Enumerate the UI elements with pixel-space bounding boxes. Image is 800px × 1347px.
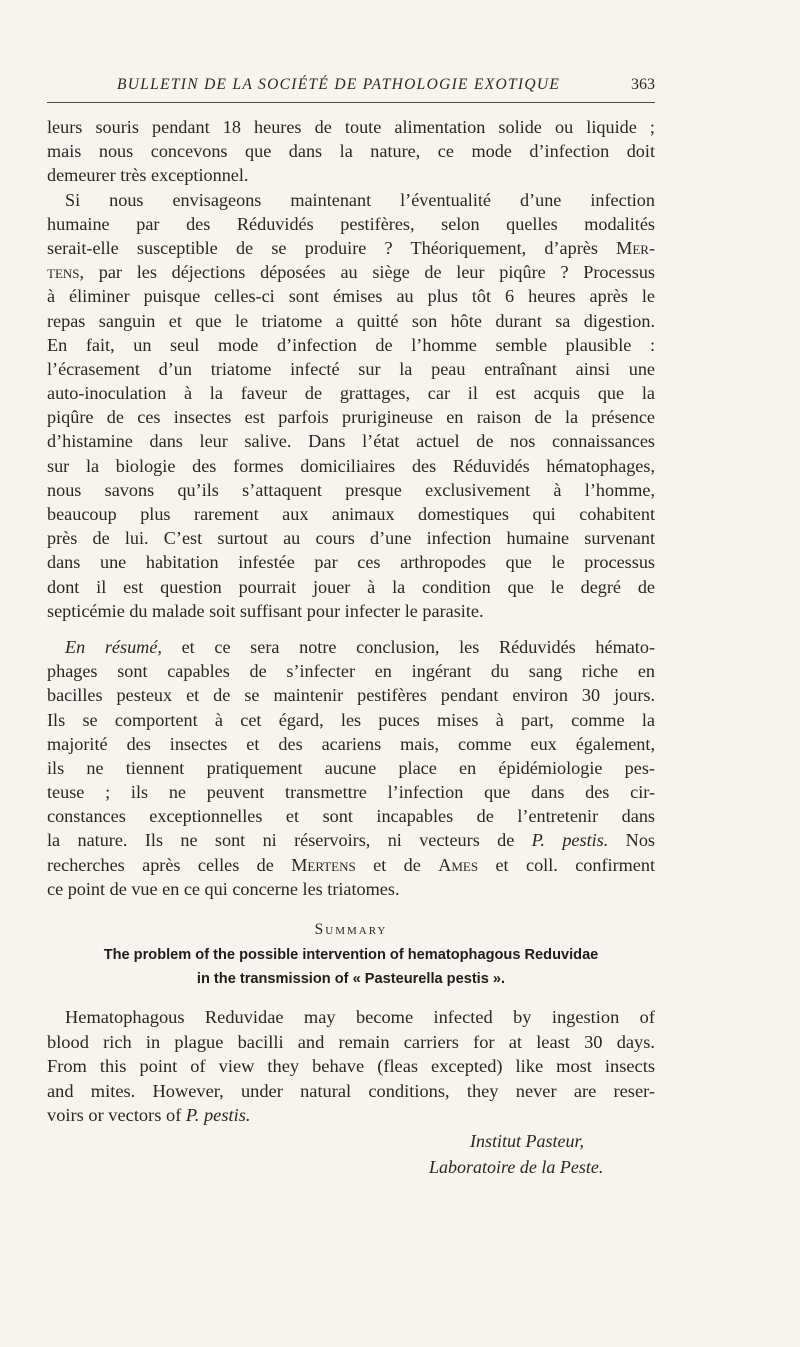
text-line: près de lui. C’est surtout au cours d’une infection humaine survenant — [47, 528, 655, 549]
text-line: teuse ; ils ne peuvent transmettre l’infection que dans des cir- — [47, 782, 655, 803]
summary-line: and mites. However, under natural conditions, they never are reser- — [47, 1080, 655, 1101]
paragraph-gap — [47, 623, 655, 635]
text-segment: serait-elle susceptible de se produire ? Théoriquement, d’après — [47, 237, 598, 258]
text-line: à éliminer puisque celles-ci sont émises au plus tôt 6 heures après le — [47, 286, 655, 307]
text-line: constances exceptionnelles et sont incapables de l’entretenir dans — [47, 806, 655, 827]
text-segment: Nos — [608, 830, 655, 851]
text-line — [47, 853, 655, 877]
institution-name: Institut Pasteur, — [470, 1130, 585, 1151]
text-segment: et ce sera notre conclusion, les Réduvidés hémato- — [161, 636, 655, 657]
text-line: sur la biologie des formes domiciliaires des Réduvidés hématophages, — [47, 455, 655, 476]
running-header — [47, 74, 655, 103]
text-line — [47, 260, 655, 284]
journal-title: BULLETIN DE LA SOCIÉTÉ DE PATHOLOGIE EXOTIQUE — [117, 76, 561, 93]
text-line — [47, 635, 655, 659]
paragraph-2 — [47, 188, 655, 623]
text-line: En fait, un seul mode d’infection de l’homme semble plausible : — [47, 334, 655, 355]
text-line: l’écrasement d’un triatome infecté sur la peau entraînant ainsi une — [47, 358, 655, 379]
species-name: P. pestis. — [531, 830, 609, 851]
text-line: nous savons qu’ils s’attaquent presque exclusivement à l’homme, — [47, 479, 655, 500]
text-line: leurs souris pendant 18 heures de toute alimentation solide ou liquide ; — [47, 117, 655, 137]
summary-gap — [47, 991, 655, 1005]
text-line: beaucoup plus rarement aux animaux domestiques qui cohabitent — [47, 504, 655, 524]
text-line: majorité des insectes et des acariens mais, comme eux également, — [47, 733, 655, 754]
text-line: septicémie du malade soit suffisant pour infecter le parasite. — [47, 600, 484, 621]
text-segment: recherches après celles de — [47, 854, 292, 875]
text-line: d’histamine dans leur salive. Dans l’état actuel de nos connaissances — [47, 431, 655, 452]
article-body — [47, 115, 655, 1180]
species-name: P. pestis. — [185, 1105, 251, 1125]
author-name-mertens-cont: tens — [47, 262, 80, 283]
text-line: Ils se comportent à cet égard, les puces mises à part, comme la — [47, 709, 655, 730]
text-line: demeurer très exceptionnel. — [47, 165, 249, 186]
text-line: ce point de vue en ce qui concerne les triatomes. — [47, 878, 400, 899]
text-line: bacilles pesteux et de se maintenir pestifères pendant environ 30 jours. — [47, 685, 655, 706]
summary-section — [47, 917, 655, 1128]
text-line: humaine par des Réduvidés pestifères, selon quelles modalités — [47, 213, 655, 234]
author-name-mertens: Mertens — [291, 854, 356, 875]
text-segment: , par les déjections déposées au siège de leur piqûre ? Processus — [79, 262, 655, 283]
text-line: mais nous concevons que dans la nature, ce mode d’infection doit — [47, 141, 655, 162]
text-line — [47, 236, 655, 260]
text-segment: voirs or vectors of — [47, 1105, 186, 1125]
summary-subtitle: The problem of the possible intervention of hematophagous Reduvidae — [103, 947, 599, 963]
summary-subtitle: in the transmission of « Pasteurella pestis ». — [196, 971, 506, 987]
summary-line — [47, 1103, 655, 1128]
paragraph-conclusion — [47, 635, 655, 901]
author-name-mertens: Mer- — [616, 237, 656, 258]
text-segment: et coll. confirment — [478, 854, 655, 875]
text-line: repas sanguin et que le triatome a quitté son hôte durant sa digestion. — [47, 310, 655, 331]
text-line — [47, 828, 655, 852]
summary-line: From this point of view they behave (fleas excepted) like most insects — [47, 1056, 655, 1076]
summary-line: Hematophagous Reduvidae may become infected by ingestion of — [65, 1007, 655, 1027]
text-segment: et de — [355, 854, 439, 875]
paragraph-1 — [47, 115, 655, 188]
summary-heading: Summary — [314, 921, 388, 938]
summary-line: blood rich in plague bacilli and remain carriers for at least 30 days. — [47, 1031, 655, 1052]
text-line: auto-inoculation à la faveur de grattages, car il est acquis que la — [47, 383, 655, 404]
text-line: phages sont capables de s’infecter en ingérant du sang riche en — [47, 661, 655, 682]
author-name-ames: Ames — [438, 854, 479, 875]
text-segment: la nature. Ils ne sont ni réservoirs, ni vecteurs de — [47, 830, 532, 851]
page-number: 363 — [631, 76, 655, 93]
signature-block — [47, 1128, 655, 1180]
text-line: dont il est question pourrait jouer à la condition que le degré de — [47, 576, 655, 597]
text-line: ils ne tiennent pratiquement aucune place en épidémiologie pes- — [47, 757, 655, 778]
laboratory-name: Laboratoire de la Peste. — [429, 1156, 604, 1177]
emphasis: En résumé, — [65, 636, 162, 657]
text-line: dans une habitation infestée par ces arthropodes que le processus — [47, 552, 655, 573]
text-line: piqûre de ces insectes est parfois prurigineuse en raison de la présence — [47, 407, 655, 428]
text-line: Si nous envisageons maintenant l’éventualité d’une infection — [65, 189, 655, 210]
